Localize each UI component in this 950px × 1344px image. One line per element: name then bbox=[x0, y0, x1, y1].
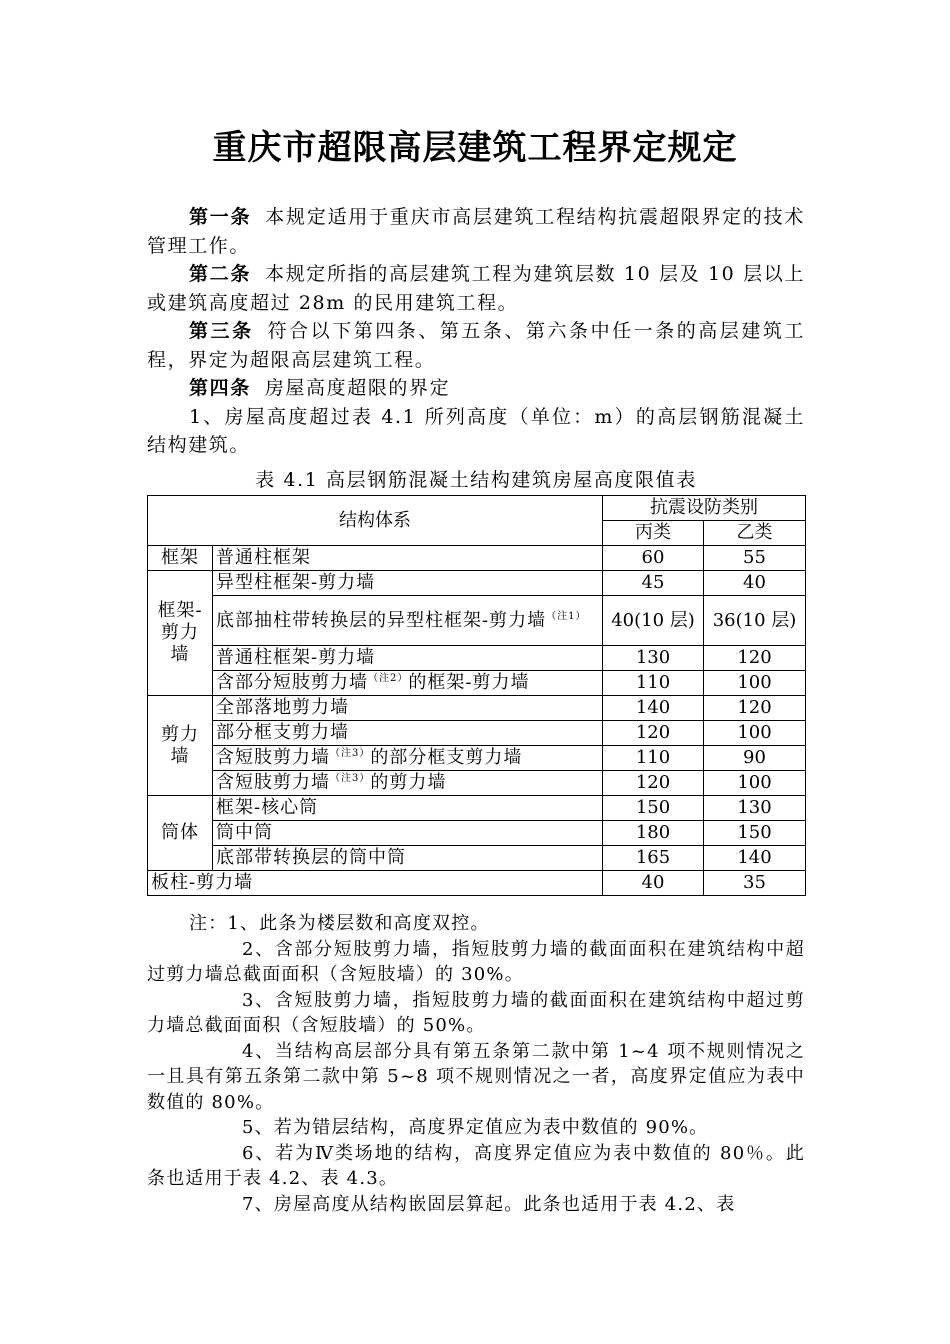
structure-type-cell bbox=[213, 596, 603, 646]
class-b-height-cell: 140 bbox=[704, 846, 806, 871]
structure-type-label: 框架-核心筒 bbox=[216, 797, 319, 818]
structure-group-cell: 框架-剪力墙 bbox=[148, 571, 213, 696]
table-row bbox=[148, 596, 806, 646]
structure-group-cell: 剪力墙 bbox=[148, 696, 213, 796]
height-limit-table bbox=[147, 495, 806, 896]
class-b-height-cell: 90 bbox=[704, 746, 806, 771]
class-b-height-cell: 100 bbox=[704, 721, 806, 746]
class-c-height-cell: 60 bbox=[603, 546, 704, 571]
structure-type-cell bbox=[213, 696, 603, 721]
table-row bbox=[148, 746, 806, 771]
class-b-height-cell: 100 bbox=[704, 671, 806, 696]
class-b-height-cell: 120 bbox=[704, 696, 806, 721]
structure-type-label: 含短肢剪力墙 bbox=[216, 772, 330, 793]
class-b-height-cell: 100 bbox=[704, 771, 806, 796]
structure-type-cell bbox=[213, 771, 603, 796]
table-row bbox=[148, 821, 806, 846]
table-row bbox=[148, 721, 806, 746]
note-6: 6、若为Ⅳ类场地的结构，高度界定值应为表中数值的 80％。此条也适用于表 4.2、表 4.3。 bbox=[147, 1142, 805, 1189]
article-label: 第四条 bbox=[189, 377, 251, 399]
note-2: 2、含部分短肢剪力墙，指短肢剪力墙的截面面积在建筑结构中超过剪力墙总截面面积（含短肢墙）的 30%。 bbox=[147, 938, 805, 985]
table-row bbox=[148, 771, 806, 796]
structure-type-label: 异型柱框架-剪力墙 bbox=[216, 572, 376, 593]
header-class-b: 乙类 bbox=[704, 521, 806, 546]
table-row bbox=[148, 846, 806, 871]
structure-type-cell bbox=[213, 796, 603, 821]
structure-type-label: 含部分短肢剪力墙 bbox=[216, 672, 368, 693]
structure-type-cell bbox=[213, 546, 603, 571]
structure-group-cell: 框架 bbox=[148, 546, 213, 571]
structure-group-cell: 筒体 bbox=[148, 796, 213, 871]
structure-type-label: 底部抽柱带转换层的异型柱框架-剪力墙 bbox=[216, 609, 547, 631]
structure-type-label-suffix: 的框架-剪力墙 bbox=[408, 672, 530, 693]
header-seismic-category: 抗震设防类别 bbox=[603, 496, 806, 521]
structure-type-label-suffix: 的剪力墙 bbox=[370, 772, 447, 793]
article-label: 第三条 bbox=[189, 320, 254, 342]
class-c-height-cell: 150 bbox=[603, 796, 704, 821]
footnote-marker: （注1） bbox=[546, 610, 587, 622]
class-b-height-cell: 35 bbox=[704, 871, 806, 896]
structure-type-label-suffix: 的部分框支剪力墙 bbox=[370, 747, 523, 768]
class-c-height-cell: 120 bbox=[603, 721, 704, 746]
class-c-height-cell: 110 bbox=[603, 671, 704, 696]
class-b-height-cell: 55 bbox=[704, 546, 806, 571]
structure-type-cell bbox=[213, 746, 603, 771]
class-c-height-cell: 40 bbox=[603, 871, 704, 896]
table-row bbox=[148, 696, 806, 721]
footnote-marker: （注3） bbox=[330, 773, 371, 784]
structure-type-label: 普通柱框架-剪力墙 bbox=[216, 647, 376, 668]
class-b-height-cell: 150 bbox=[704, 821, 806, 846]
structure-type-cell bbox=[213, 721, 603, 746]
article-label: 第一条 bbox=[189, 206, 252, 228]
class-c-height-cell: 180 bbox=[603, 821, 704, 846]
article-text: 本规定适用于重庆市高层建筑工程结构抗震超限界定的技术管理工作。 bbox=[147, 206, 805, 257]
note-1: 注：1、此条为楼层数和高度双控。 bbox=[189, 913, 490, 934]
class-c-height-cell: 165 bbox=[603, 846, 704, 871]
structure-type-cell bbox=[213, 671, 603, 696]
table-row bbox=[148, 646, 806, 671]
structure-type-cell bbox=[213, 571, 603, 596]
article-text: 符合以下第四条、第五条、第六条中任一条的高层建筑工程，界定为超限高层建筑工程。 bbox=[147, 320, 805, 371]
article-text: 房屋高度超限的界定 bbox=[264, 377, 451, 399]
class-b-height-cell: 36(10 层) bbox=[704, 596, 806, 646]
articles-section bbox=[147, 203, 805, 460]
table-row bbox=[148, 796, 806, 821]
table-notes bbox=[147, 911, 805, 1217]
note-5: 5、若为错层结构，高度界定值应为表中数值的 90%。 bbox=[242, 1117, 709, 1138]
class-c-height-cell: 120 bbox=[603, 771, 704, 796]
structure-type-cell bbox=[213, 821, 603, 846]
table-row bbox=[148, 871, 806, 896]
article-text: 本规定所指的高层建筑工程为建筑层数 10 层及 10 层以上或建筑高度超过 28m 的民用建筑工程。 bbox=[147, 263, 805, 314]
structure-type-label: 底部带转换层的筒中筒 bbox=[216, 847, 406, 868]
note-4: 4、当结构高层部分具有第五条第二款中第 1~4 项不规则情况之一且具有第五条第二款中第 5~8 项不规则情况之一者，高度界定值应为表中数值的 80%。 bbox=[147, 1040, 805, 1113]
table-body bbox=[148, 546, 806, 896]
structure-group-cell: 板柱-剪力墙 bbox=[148, 871, 603, 896]
class-b-height-cell: 120 bbox=[704, 646, 806, 671]
table-caption: 表 4.1 高层钢筋混凝土结构建筑房屋高度限值表 bbox=[255, 469, 697, 491]
footnote-marker: （注2） bbox=[368, 673, 409, 684]
class-c-height-cell: 110 bbox=[603, 746, 704, 771]
header-class-c: 丙类 bbox=[603, 521, 704, 546]
structure-type-label: 全部落地剪力墙 bbox=[216, 697, 349, 718]
structure-type-label: 普通柱框架 bbox=[216, 547, 311, 568]
footnote-marker: （注3） bbox=[330, 748, 371, 759]
header-structure-system: 结构体系 bbox=[148, 496, 603, 546]
article-3 bbox=[147, 317, 805, 374]
table-row bbox=[148, 671, 806, 696]
structure-type-label: 筒中筒 bbox=[216, 822, 273, 843]
article-2 bbox=[147, 260, 805, 317]
article-4 bbox=[147, 374, 805, 403]
class-c-height-cell: 140 bbox=[603, 696, 704, 721]
class-b-height-cell: 130 bbox=[704, 796, 806, 821]
structure-type-cell bbox=[213, 646, 603, 671]
clause-1: 1、房屋高度超过表 4.1 所列高度（单位：m）的高层钢筋混凝土结构建筑。 bbox=[147, 405, 805, 456]
note-3: 3、含短肢剪力墙，指短肢剪力墙的截面面积在建筑结构中超过剪力墙总截面面积（含短肢墙）的 50%。 bbox=[147, 989, 805, 1036]
class-c-height-cell: 130 bbox=[603, 646, 704, 671]
document-title: 重庆市超限高层建筑工程界定规定 bbox=[212, 128, 738, 168]
article-1 bbox=[147, 203, 805, 260]
note-7: 7、房屋高度从结构嵌固层算起。此条也适用于表 4.2、表 bbox=[242, 1193, 736, 1215]
structure-type-label: 含短肢剪力墙 bbox=[216, 747, 330, 768]
structure-type-cell bbox=[213, 846, 603, 871]
structure-type-label: 部分框支剪力墙 bbox=[216, 722, 349, 743]
class-c-height-cell: 45 bbox=[603, 571, 704, 596]
class-c-height-cell: 40(10 层) bbox=[603, 596, 704, 646]
class-b-height-cell: 40 bbox=[704, 571, 806, 596]
table-row bbox=[148, 546, 806, 571]
article-label: 第二条 bbox=[189, 263, 251, 285]
table-row bbox=[148, 571, 806, 596]
